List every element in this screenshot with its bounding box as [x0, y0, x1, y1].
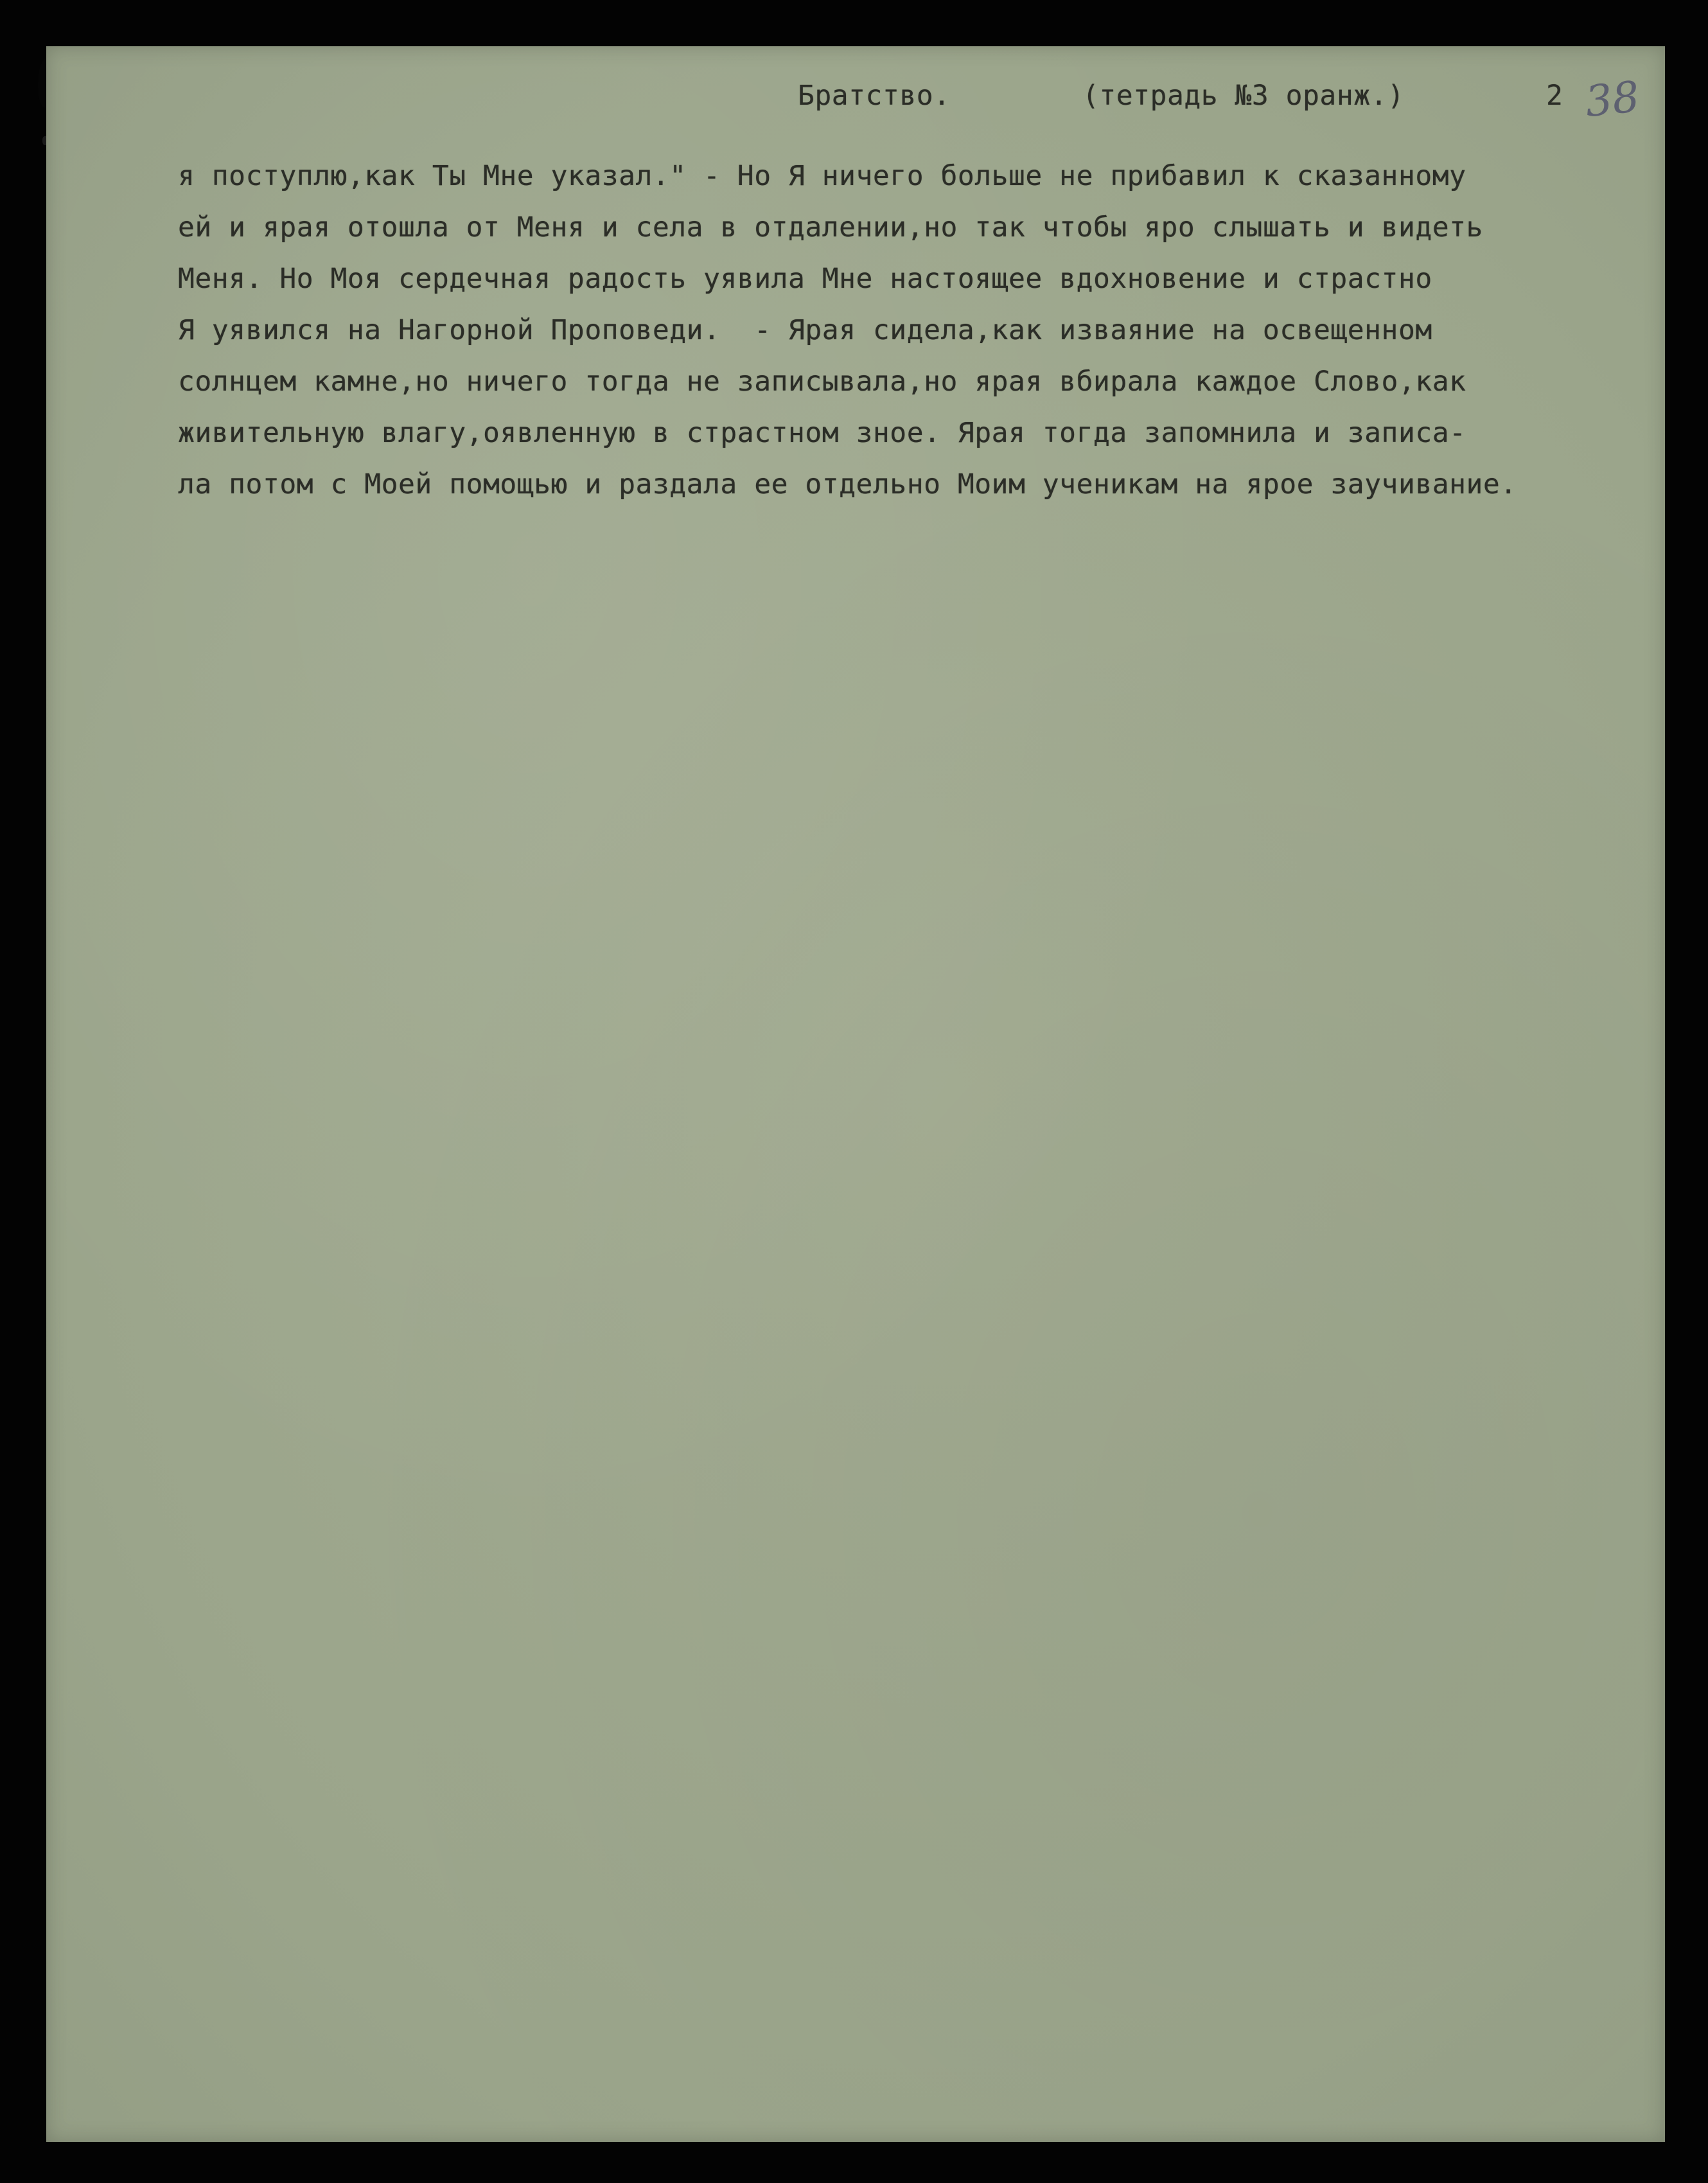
text-line: ла потом с Моей помощью и раздала ее отдельно Моим ученикам на ярое заучивание. [178, 468, 1517, 500]
text-line: солнцем камне,но ничего тогда не записывала,но ярая вбирала каждое Слово,как [178, 366, 1466, 398]
handwritten-page-number: 38 [1583, 71, 1642, 127]
text-line: ей и ярая отошла от Меня и села в отдалении,но так чтобы яро слышать и видеть [178, 211, 1483, 243]
text-line: Я уявился на Нагорной Проповеди. - Ярая сидела,как изваяние на освещенном [178, 314, 1432, 346]
text-line: Меня. Но Моя сердечная радость уявила Мне настоящее вдохновение и страстно [178, 263, 1432, 295]
typed-page [46, 46, 1665, 2142]
text-line: живительную влагу,оявленную в страстном зное. Ярая тогда запомнила и записа- [178, 417, 1466, 449]
body-text [178, 150, 1517, 510]
notebook-label: (тетрадь №3 оранж.) [1082, 80, 1405, 112]
page-title: Братство. [798, 80, 951, 112]
typed-page-number: 2 [1546, 80, 1563, 112]
text-line: я поступлю,как Ты Мне указал." - Но Я ничего больше не прибавил к сказанному [178, 160, 1466, 192]
